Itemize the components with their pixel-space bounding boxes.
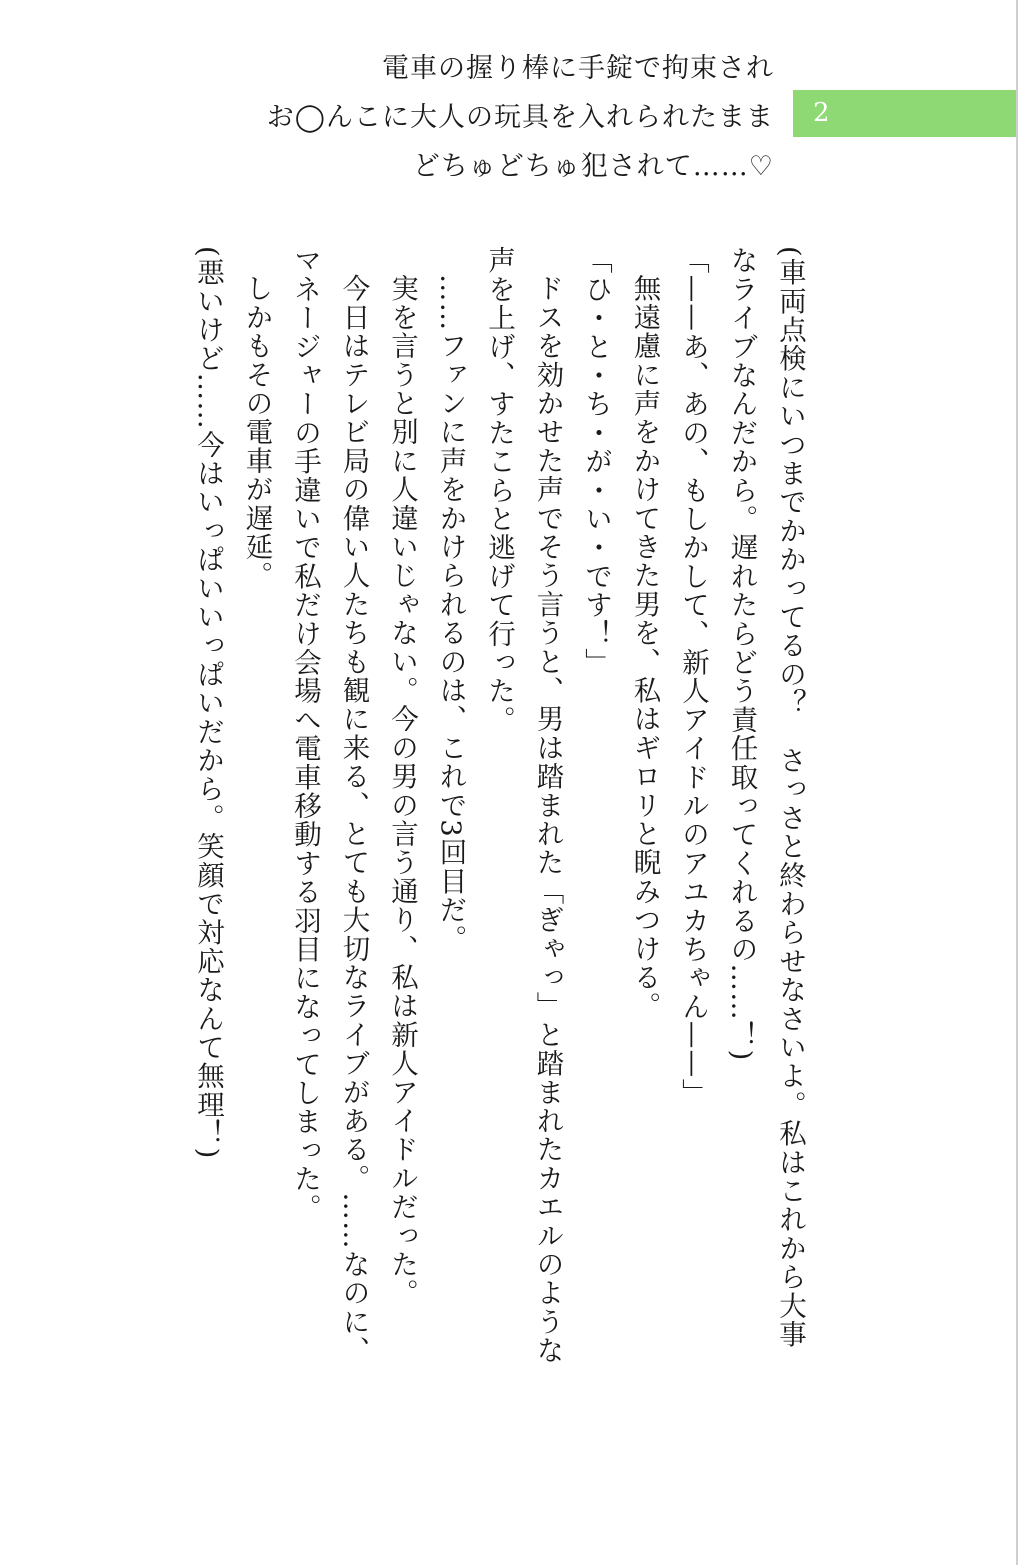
chapter-number-badge [793, 90, 1016, 137]
paragraph-5: ドスを効かせた声でそう言うと、男は踏まれた「ぎゃっ」と踏まれたカエルのような声を上げ、すたこらと逃げて行った。 [483, 246, 564, 1365]
paragraph-4: 「ひ・と・ち・が・い・です！」 [580, 246, 612, 677]
paragraph-9: しかもその電車が遅延。 [240, 273, 273, 590]
vertical-body-text [184, 246, 815, 1366]
page-edge-divider [1016, 0, 1018, 1565]
chapter-title-line-2: お◯んこに大人の玩具を入れられたまま [266, 102, 774, 133]
paragraph-6: ……ファンに声をかけられるのは、これで3回目だ。 [434, 273, 467, 953]
paragraph-3: 無遠慮に声をかけてきた男を、私はギロリと睨みつける。 [628, 273, 661, 1020]
paragraph-8: 今日はテレビ局の偉い人たちも観に来る、とても大切なライブがある。……なのに、マネージャーの手違いで私だけ会場へ電車移動する羽目になってしまった。 [289, 246, 370, 1365]
paragraph-7: 実を言うと別に人違いじゃない。今の男の言う通り、私は新人アイドルだった。 [386, 273, 418, 1307]
paragraph-10: (悪いけど……今はいっぱいいっぱいだから。笑顔で対応なんて無理！) [192, 246, 224, 1160]
chapter-title [267, 44, 774, 191]
paragraph-1: (車両点検にいつまでかかってるの？ さっさと終わらせなさいよ。私はこれから大事なライブなんだから。遅れたらどう責任取ってくれるの……！) [725, 246, 806, 1349]
chapter-number: 2 [813, 98, 830, 128]
chapter-title-line-1: 電車の握り棒に手錠で拘束され [382, 53, 774, 84]
paragraph-2: 「——あ、あの、もしかして、新人アイドルのアユカちゃん——」 [677, 246, 709, 1107]
chapter-title-line-3: どちゅどちゅ犯されて……♡ [412, 151, 774, 182]
